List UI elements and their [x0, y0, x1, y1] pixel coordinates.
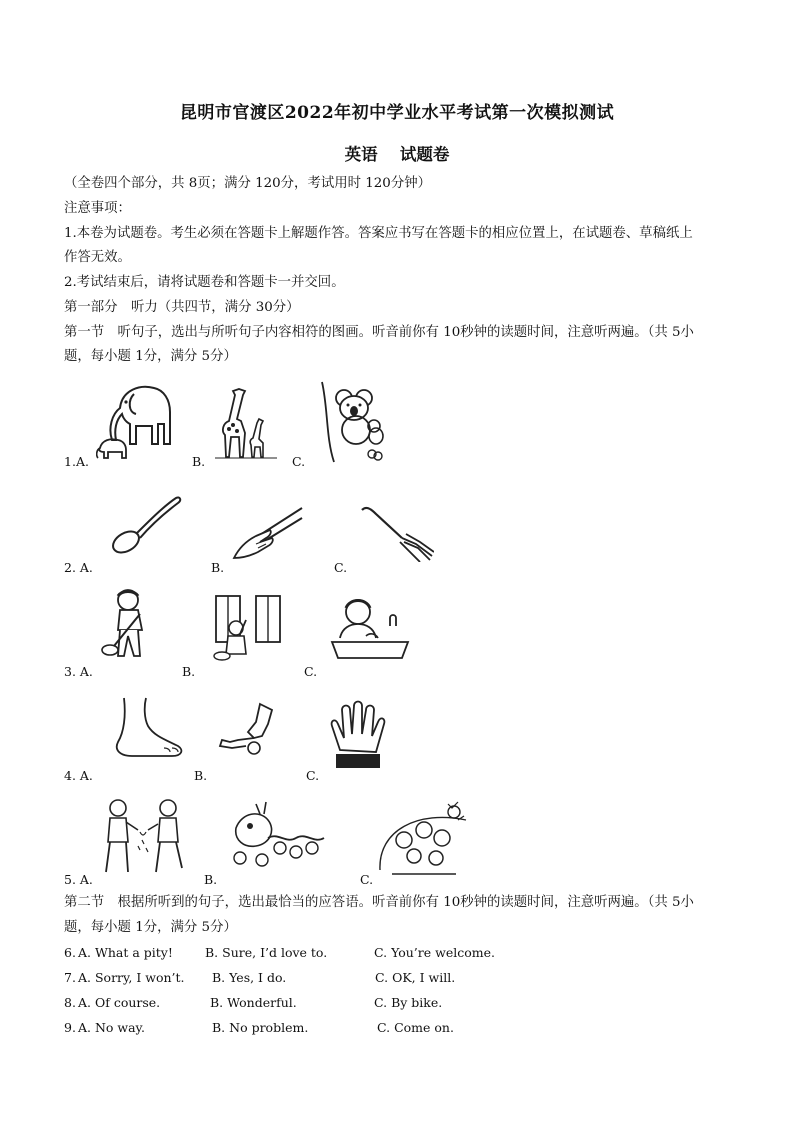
question-5 [64, 872, 93, 887]
option-label: A. [79, 872, 93, 887]
spoon-icon [106, 494, 182, 558]
elephant-icon [96, 378, 178, 462]
section-one-instructions-cont: 题，每小题 1分，满分 5分） [64, 349, 237, 364]
dragon-dance-icon [226, 798, 326, 868]
option-a: A. What a pity! [78, 945, 173, 960]
exam-title: 昆明市官渡区2022年初中学业水平考试第一次模拟测试 [179, 103, 615, 123]
question-4 [64, 768, 93, 783]
question-number: 7. [64, 970, 76, 985]
option-label: A. [79, 664, 93, 679]
family-celebration-icon [378, 800, 468, 876]
notice-item-1-cont: 作答无效。 [64, 250, 131, 265]
question-number: 8. [64, 995, 76, 1010]
option-label: C. [304, 664, 318, 679]
question-3 [64, 664, 93, 679]
question-number: 9. [64, 1020, 76, 1035]
option-label: C. [334, 560, 348, 575]
option-b: B. Sure, I’d love to. [205, 945, 328, 960]
option-b: B. No problem. [212, 1020, 309, 1035]
option-label: A. [79, 560, 93, 575]
giraffe-icon [215, 385, 277, 461]
option-b: B. Yes, I do. [212, 970, 287, 985]
section-two-instructions: 第二节 根据所听到的句子，选出最恰当的应答语。听音前你有 10秒钟的读题时间，注意听两遍。（共 5小 [64, 895, 694, 910]
option-a: A. Sorry, I won’t. [78, 970, 185, 985]
notice-item-2: 2.考试结束后，请将试题卷和答题卡一并交回。 [64, 275, 345, 290]
koala-icon [312, 378, 398, 464]
option-label: C. [360, 872, 374, 887]
question-2 [64, 560, 93, 575]
question-1 [64, 454, 89, 469]
chopsticks-icon [232, 504, 304, 560]
question-number: 5. [64, 872, 80, 887]
option-c: C. By bike. [374, 995, 443, 1010]
option-a: A. Of course. [78, 995, 161, 1010]
option-label: B. [192, 454, 206, 469]
option-label: C. [292, 454, 306, 469]
option-label: B. [211, 560, 225, 575]
question-number: 1. [64, 454, 76, 469]
water-festival-icon [98, 796, 190, 876]
leg-kicking-icon [216, 702, 276, 758]
question-number: 2. [64, 560, 80, 575]
section-two-instructions-cont: 题，每小题 1分，满分 5分） [64, 920, 237, 935]
option-b: B. Wonderful. [210, 995, 297, 1010]
section-one-instructions: 第一节 听句子，选出与所听句子内容相符的图画。听音前你有 10秒钟的读题时间，注意听两遍。（共 5小 [64, 325, 694, 340]
boy-sweeping-icon [100, 588, 162, 660]
notice-heading: 注意事项： [64, 201, 131, 216]
option-label: A. [79, 768, 93, 783]
option-a: A. No way. [78, 1020, 145, 1035]
option-label: A. [75, 454, 89, 469]
option-c: C. OK, I will. [375, 970, 456, 985]
option-label: B. [182, 664, 196, 679]
boy-washing-hands-icon [330, 592, 410, 662]
option-c: C. You’re welcome. [374, 945, 495, 960]
part-one-heading: 第一部分 听力（共四节，满分 30分） [64, 300, 300, 315]
boy-cleaning-window-icon [210, 594, 282, 662]
option-c: C. Come on. [377, 1020, 454, 1035]
option-label: C. [306, 768, 320, 783]
fork-icon [358, 504, 434, 562]
question-number: 6. [64, 945, 76, 960]
exam-info: （全卷四个部分，共 8页；满分 120分，考试用时 120分钟） [64, 176, 431, 191]
option-label: B. [204, 872, 218, 887]
hand-icon [326, 700, 386, 770]
foot-icon [104, 696, 184, 760]
option-label: B. [194, 768, 208, 783]
question-number: 3. [64, 664, 80, 679]
question-number: 4. [64, 768, 80, 783]
notice-item-1: 1.本卷为试题卷。考生必须在答题卡上解题作答。答案应书写在答题卡的相应位置上，在试题卷、草稿纸上 [64, 226, 693, 241]
exam-subtitle: 英语 试题卷 [344, 145, 450, 164]
